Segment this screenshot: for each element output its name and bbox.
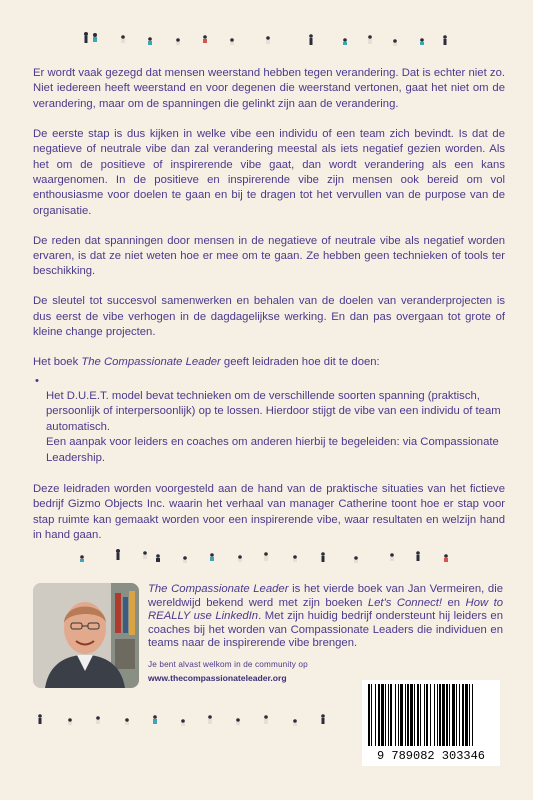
barcode-bar [371, 684, 372, 746]
paragraph: De eerste stap is dus kijken in welke vibe een individu of een team zich bevindt. Is dat de negatieve of neutrale vibe dan zal verandering meestal als iets negatief gezien worden. Als het om de positieve of inspirerende vibe gaat, dan wordt verandering als een kans waargenomen. In de positieve en inspirerende vibe zijn mensen ook bereid om vol enthousiasme voor doelen te gaan en bij te dragen tot het vervullen van de purpose van de organisatie. [33, 127, 505, 217]
barcode-bar [390, 684, 392, 746]
author-bio [148, 583, 503, 651]
barcode-bar [388, 684, 389, 746]
barcode-bar [405, 684, 406, 746]
barcode-bar [472, 684, 473, 746]
barcode-bar [446, 684, 448, 746]
barcode-icon [362, 680, 500, 750]
paragraph: De sleutel tot succesvol samenwerken en behalen van de doelen van veranderprojecten is dus eerst de vibe verhogen in de dagdagelijkse werking. En dan pas overgaan tot grote of kleine change projecten. [33, 295, 505, 339]
barcode-bar [395, 684, 396, 746]
text: . Met zijn huidig bedrijf ondersteunt hij leiders en coaches bij het worden van Compassionate Leaders die individuen en teams naar de inspirerende vibe brengen. [148, 610, 503, 650]
book-title: The Compassionate Leader [81, 356, 221, 369]
barcode-bar [434, 684, 435, 746]
barcode-bar [407, 684, 409, 746]
people-illustration-middle [0, 545, 533, 567]
barcode-bar [426, 684, 428, 746]
community-invite: Je bent alvast welkom in de community op [148, 660, 308, 669]
barcode-bar [375, 684, 376, 746]
barcode-bar [424, 684, 425, 746]
paragraph: Deze leidraden worden voorgesteld aan de hand van de praktische situaties van het fictieve bedrijf Gizmo Objects Inc. waarin het verhaal van manager Catherine toont hoe er stap voor stap ruimte kan gemaakt worden voor een inspirerende vibe, waar resultaten en welzijn hand in hand gaan. [33, 482, 505, 542]
list-item [33, 435, 505, 466]
text: en [442, 596, 466, 609]
barcode-bar [452, 684, 455, 746]
barcode-bar [459, 684, 460, 746]
isbn-number: 9 789082 303346 [376, 749, 486, 763]
barcode-bar [442, 684, 445, 746]
list-item [33, 374, 505, 389]
barcode-bar [414, 684, 415, 746]
barcode-bar [398, 684, 399, 746]
barcode-bar [410, 684, 413, 746]
barcode-bar [449, 684, 450, 746]
paragraph [33, 355, 505, 370]
barcode-bar [437, 684, 438, 746]
barcode-bar [439, 684, 441, 746]
text: geeft leidraden hoe dit te doen: [220, 356, 380, 369]
barcode-bar [469, 684, 470, 746]
list-item-text: Het D.U.E.T. model bevat technieken om de verschillende soorten spanning (praktisch, persoonlijk of interpersoonlijk) op te lossen. Hierdoor stijgt de vibe van een individu of team automatisch. [46, 389, 501, 433]
bullet-dot: • [35, 374, 39, 387]
barcode-bar [385, 684, 386, 746]
website-url: www.thecompassionateleader.org [148, 673, 287, 683]
book-title: Let's Connect! [367, 596, 443, 609]
isbn-barcode [362, 680, 500, 766]
people-icon [0, 545, 533, 567]
barcode-bar [420, 684, 421, 746]
list-item-text: Een aanpak voor leiders en coaches om anderen hierbij te begeleiden: via Compassionate Leadership. [46, 436, 499, 464]
list-item [33, 389, 505, 435]
barcode-bar [417, 684, 419, 746]
barcode-bar [400, 684, 403, 746]
barcode-bar [462, 684, 464, 746]
author-photo [33, 583, 139, 688]
text: Het boek [33, 356, 82, 369]
barcode-bar [430, 684, 431, 746]
author-portrait-icon [33, 583, 139, 688]
barcode-bar [456, 684, 457, 746]
people-icon [0, 28, 533, 50]
barcode-bar [465, 684, 468, 746]
people-illustration-top [0, 28, 533, 50]
barcode-bar [378, 684, 380, 746]
book-title: The Compassionate Leader [148, 583, 289, 595]
back-cover-text [33, 66, 505, 558]
barcode-bar [381, 684, 384, 746]
bullet-list [33, 374, 505, 466]
book-title: How to REALLY use LinkedIn [148, 596, 504, 623]
text: is het vierde boek van Jan Vermeiren, die wereldwijd bekend werd met zijn boeken [148, 583, 503, 609]
paragraph: De reden dat spanningen door mensen in de negatieve of neutrale vibe als negatief worden ervaren, is dat ze niet weten hoe er mee om te gaan. Ze hebben geen technieken of tools ter beschikking. [33, 234, 505, 278]
paragraph: Er wordt vaak gezegd dat mensen weerstand hebben tegen verandering. Dat is echter niet zo. Niet iedereen heeft weerstand en voor degenen die weerstand vertonen, gaat het niet om de verandering, maar om de spanningen die gelinkt zijn aan de verandering. [33, 67, 505, 110]
barcode-bar [368, 684, 370, 746]
